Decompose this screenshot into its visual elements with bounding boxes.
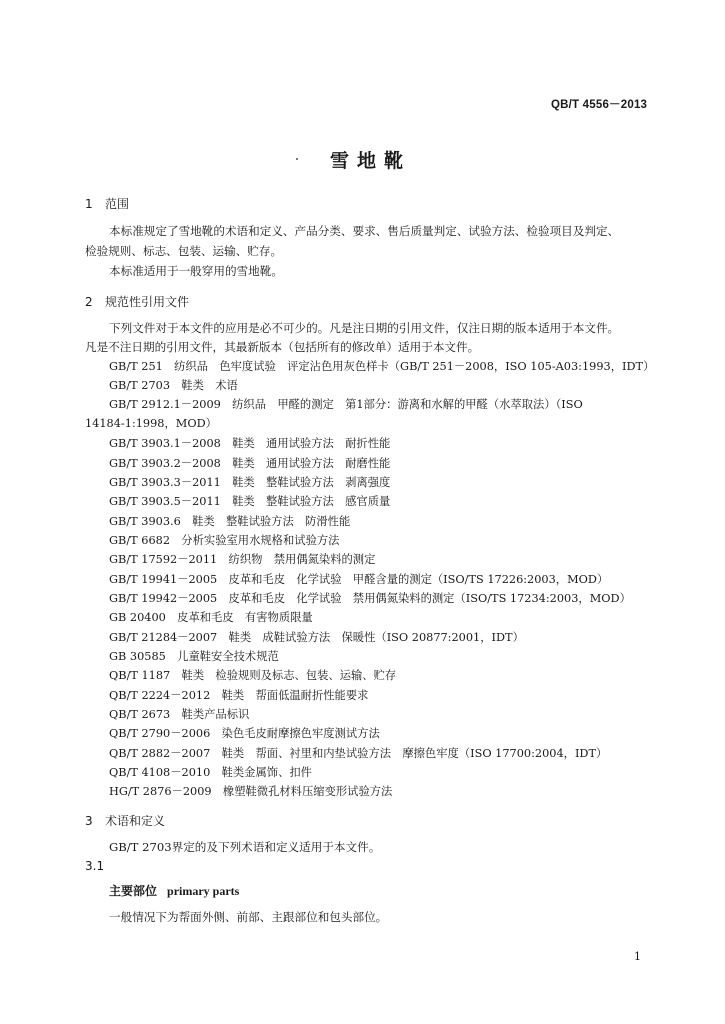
section-3-number: 3 xyxy=(85,814,93,828)
reference-item: GB 20400 皮革和毛皮 有害物质限量 xyxy=(109,611,313,624)
reference-item: GB/T 19941－2005 皮革和毛皮 化学试验 甲醛含量的测定（ISO/TS 17226:2003，MOD） xyxy=(109,573,609,586)
page-number: 1 xyxy=(634,950,641,963)
section-1-para-1-line-2: 检验规则、标志、包装、运输、贮存。 xyxy=(85,244,283,258)
reference-item: HG/T 2876－2009 橡塑鞋微孔材料压缩变形试验方法 xyxy=(109,785,393,798)
section-2-number: 2 xyxy=(85,295,93,309)
reference-item: QB/T 1187 鞋类 检验规则及标志、包装、运输、贮存 xyxy=(109,669,397,682)
reference-item: GB/T 3903.6 鞋类 整鞋试验方法 防滑性能 xyxy=(109,515,351,528)
reference-item-continuation: 14184-1:1998，MOD） xyxy=(85,417,217,430)
term-english: primary parts xyxy=(167,884,240,898)
reference-item: GB/T 3903.2－2008 鞋类 通用试验方法 耐磨性能 xyxy=(109,457,391,470)
subsection-3-1-number: 3.1 xyxy=(85,859,105,873)
section-1-number: 1 xyxy=(85,197,93,211)
reference-item: GB/T 3903.3－2011 鞋类 整鞋试验方法 剥离强度 xyxy=(109,476,391,489)
section-2-heading xyxy=(85,293,189,310)
section-3-title: 术语和定义 xyxy=(105,814,166,828)
reference-item: QB/T 2882－2007 鞋类 帮面、衬里和内垫试验方法 摩擦色牢度（ISO 17700:2004，IDT） xyxy=(109,747,608,760)
reference-item: GB/T 2703 鞋类 术语 xyxy=(109,379,238,392)
decorative-dot xyxy=(296,158,298,160)
reference-item: GB/T 2912.1－2009 纺织品 甲醛的测定 第1部分：游离和水解的甲醛（水萃取法）（ISO xyxy=(109,398,583,411)
reference-item: GB/T 6682 分析实验室用水规格和试验方法 xyxy=(109,534,340,547)
reference-item: GB 30585 儿童鞋安全技术规范 xyxy=(109,650,279,663)
reference-item: GB/T 17592－2011 纺织物 禁用偶氮染料的测定 xyxy=(109,553,376,566)
standard-code: QB/T 4556－2013 xyxy=(551,99,648,111)
reference-item: QB/T 2224－2012 鞋类 帮面低温耐折性能要求 xyxy=(109,689,369,702)
reference-item: GB/T 19942－2005 皮革和毛皮 化学试验 禁用偶氮染料的测定（ISO/TS 17234:2003，MOD） xyxy=(109,592,631,605)
reference-item: QB/T 2790－2006 染色毛皮耐摩擦色牢度测试方法 xyxy=(109,727,380,740)
document-title: 雪地靴 xyxy=(330,150,412,172)
reference-item: GB/T 21284－2007 鞋类 成鞋试验方法 保暖性（ISO 20877:2001，IDT） xyxy=(109,631,524,644)
reference-item: GB/T 3903.5－2011 鞋类 整鞋试验方法 感官质量 xyxy=(109,495,391,508)
section-1-para-1-line-1: 本标准规定了雪地靴的术语和定义、产品分类、要求、售后质量判定、试验方法、检验项目及判定、 xyxy=(109,224,620,238)
term-definition: 一般情况下为帮面外侧、前部、主跟部位和包头部位。 xyxy=(109,910,388,924)
section-3-intro: GB/T 2703界定的及下列术语和定义适用于本文件。 xyxy=(109,840,381,854)
section-2-intro-line-1: 下列文件对于本文件的应用是必不可少的。凡是注日期的引用文件，仅注日期的版本适用于本文件。 xyxy=(109,321,620,335)
section-2-intro-line-2: 凡是不注日期的引用文件，其最新版本（包括所有的修改单）适用于本文件。 xyxy=(85,340,480,354)
reference-item: GB/T 3903.1－2008 鞋类 通用试验方法 耐折性能 xyxy=(109,437,391,450)
section-3-heading xyxy=(85,812,165,829)
section-2-title: 规范性引用文件 xyxy=(105,295,190,309)
term-heading xyxy=(109,882,239,899)
reference-item: QB/T 2673 鞋类产品标识 xyxy=(109,708,250,721)
reference-item: GB/T 251 纺织品 色牢度试验 评定沾色用灰色样卡（GB/T 251－2008，ISO 105-A03:1993，IDT） xyxy=(109,360,655,373)
reference-item: QB/T 4108－2010 鞋类金属饰、扣件 xyxy=(109,766,312,779)
section-1-title: 范围 xyxy=(105,197,130,211)
section-1-heading xyxy=(85,195,129,212)
section-1-para-2: 本标准适用于一般穿用的雪地靴。 xyxy=(109,264,283,278)
term-chinese: 主要部位 xyxy=(109,884,158,898)
